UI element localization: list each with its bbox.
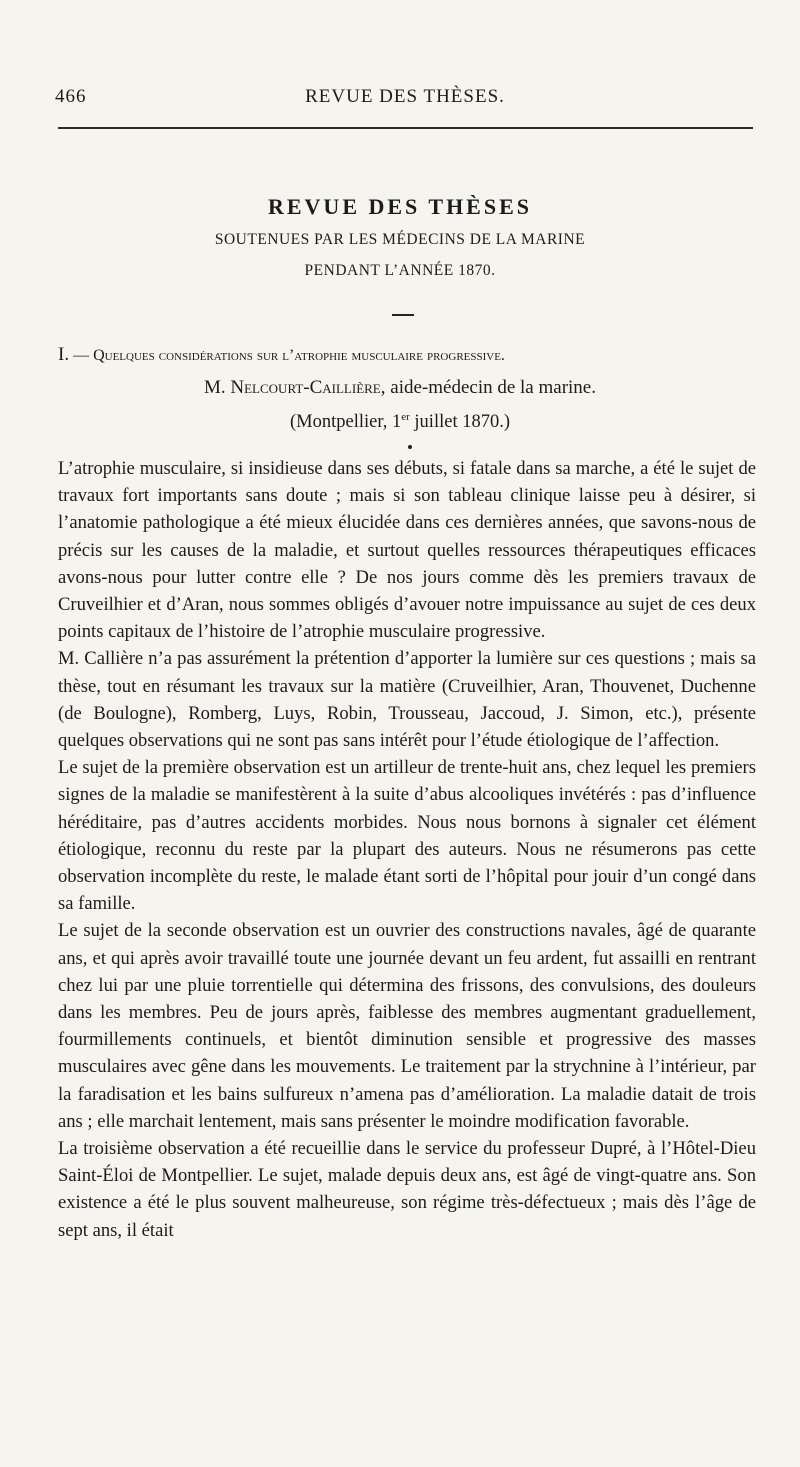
title-divider <box>392 314 414 316</box>
running-head <box>55 86 755 116</box>
paragraph: Le sujet de la seconde observation est un ouvrier des constructions navales, âgé de quarante ans, et qui après avoir travaillé toute une journée devant un feu ardent, fut assailli en rentrant chez lui par une pluie torrentielle qui détermina des frissons, des convulsions, des douleurs dans les membres. Peu de jours après, faiblesse des membres augmentant graduellement, fourmillements continuels, et bientôt diminution sensible et progressive des masses musculaires avec gêne dans les mouvements. Le traitement par la strychnine à l’intérieur, par la faradisation et les bains sulfureux n’amena pas d’amélioration. La maladie datait de trois ans ; elle marchait lentement, mais sans présenter le moindre modification favorable. <box>58 920 756 1132</box>
place-date-end: juillet 1870.) <box>409 412 510 433</box>
author-prefix: M. <box>203 377 226 398</box>
article-number: I. <box>58 344 70 365</box>
section-subtitle-line-1: SOUTENUES PAR LES MÉDECINS DE LA MARINE <box>214 231 586 248</box>
paragraph: L’atrophie musculaire, si insidieuse dans ses débuts, si fatale dans sa marche, a été le sujet de travaux fort importants sans doute ; mais si son tableau clinique laisse peu à désirer, si l’anatomie pathologique a été mieux élucidée dans ces dernières années, que savons-nous de précis sur les causes de la maladie, et surtout quelles ressources thérapeutiques efficaces avons-nous pour lutter contre elle ? De nos jours comme dès les premiers travaux de Cruveilhier et d’Aran, nous sommes obligés d’avouer notre impuissance au sujet de ces deux points capitaux de l’histoire de l’atrophie musculaire progressive. <box>58 458 756 643</box>
author-role: aide-médecin de la marine. <box>390 377 596 398</box>
body-text <box>58 455 756 1244</box>
paragraph: M. Callière n’a pas assurément la prétention d’apporter la lumière sur ces questions ; mais sa thèse, tout en résumant les travaux sur la matière (Cruveilhier, Aran, Thouvenet, Duchenne (de Boulogne), Romberg, Luys, Robin, Trousseau, Jaccoud, J. Simon, etc.), présente quelques observations qui ne sont pas sans intérêt pour l’étude étiologique de l’affection. <box>58 648 756 752</box>
page-number: 466 <box>55 86 87 107</box>
place-date-start: (Montpellier, 1 <box>289 412 402 433</box>
author-line <box>0 377 800 399</box>
section-subtitle-line-2: PENDANT L’ANNÉE 1870. <box>304 262 496 279</box>
paragraph: Le sujet de la première observation est un artilleur de trente-huit ans, chez lequel les premiers signes de la maladie se manifestèrent à la suite d’abus alcooliques invétérés : pas d’influence héréditaire, pas d’autres accidents morbides. Nous nous bornons à signaler cet élément étiologique, reconnu du reste par la plupart des auteurs. Nous ne résumerons pas cette observation incomplète du reste, le malade étant sorti de l’hôpital pour jouir d’un congé dans sa famille. <box>58 757 756 915</box>
article-title: — Quelques considérations sur l’atrophie musculaire progressive. <box>73 347 505 364</box>
place-date-superscript: er <box>401 411 410 423</box>
article-heading <box>58 344 758 366</box>
running-title: REVUE DES THÈSES. <box>305 86 505 107</box>
place-date <box>0 411 800 433</box>
paragraph: La troisième observation a été recueillie dans le service du professeur Dupré, à l’Hôtel-Dieu Saint-Éloi de Montpellier. Le sujet, malade depuis deux ans, est âgé de vingt-quatre ans. Son existence a été le plus souvent malheureuse, son régime très-défectueux ; mais dès l’âge de sept ans, il était <box>58 1138 756 1241</box>
ornament-dot <box>408 445 412 449</box>
author-name: Nelcourt-Caillière, <box>230 377 386 398</box>
header-rule <box>58 127 753 129</box>
section-title: REVUE DES THÈSES <box>267 194 532 219</box>
